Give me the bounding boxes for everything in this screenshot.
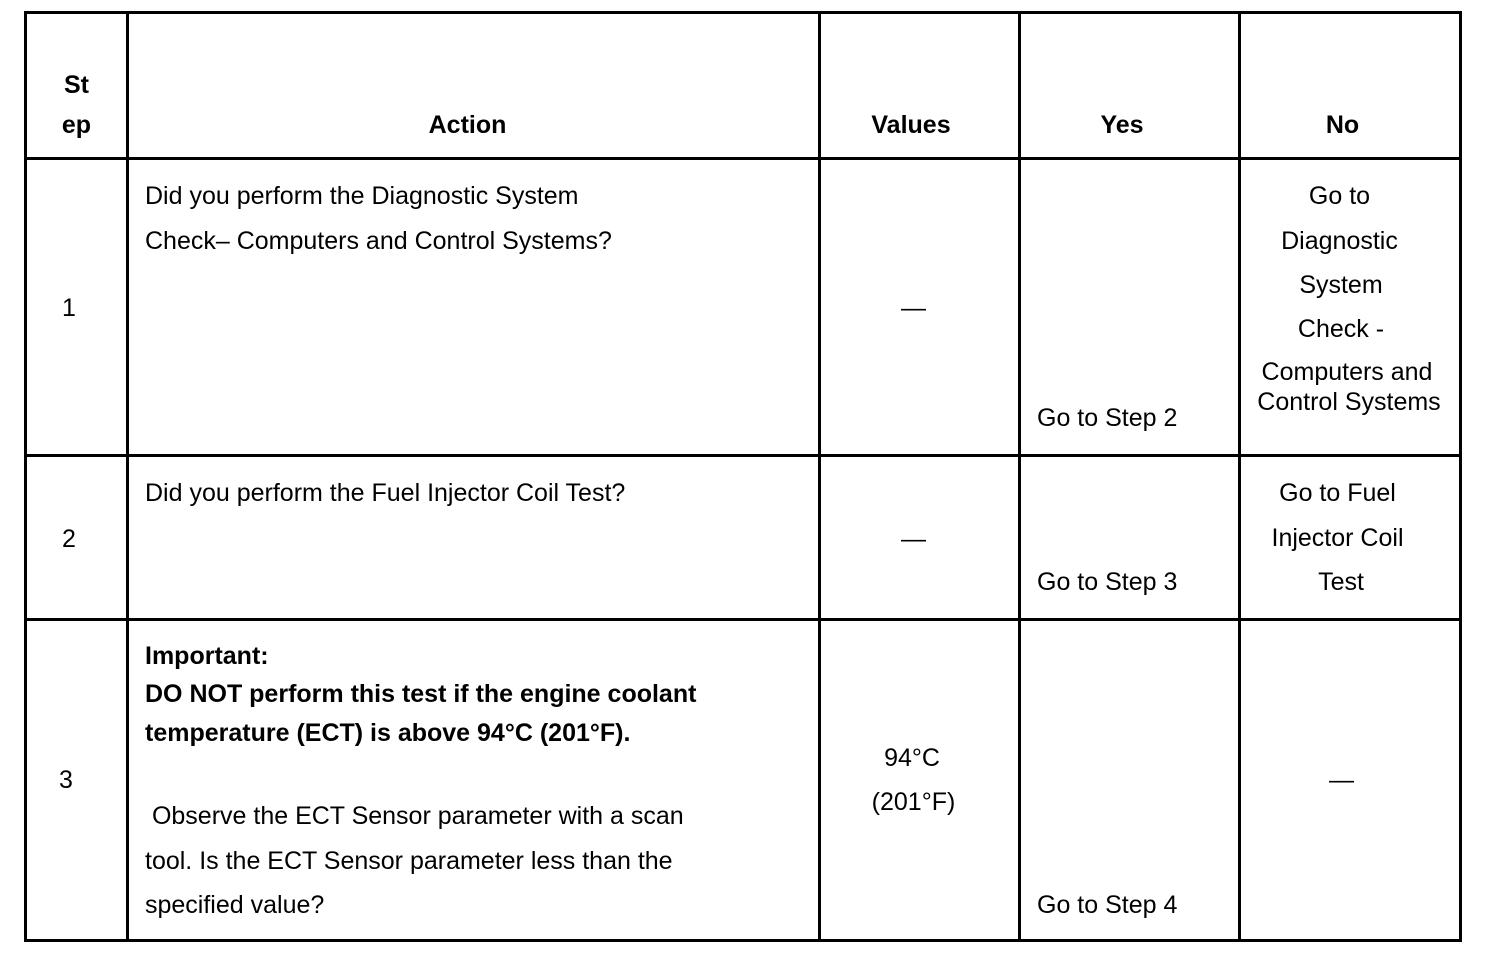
table-border-top xyxy=(24,11,1462,14)
header-step-line2: ep xyxy=(61,111,92,139)
header-yes: Yes xyxy=(1100,111,1144,139)
yes-go-to-step: Go to Step 4 xyxy=(1037,891,1178,919)
header-action: Action xyxy=(428,111,507,139)
column-divider-values xyxy=(1018,11,1021,942)
row-divider-2 xyxy=(24,618,1462,621)
header-no: No xyxy=(1325,111,1360,139)
action-text-line: specified value? xyxy=(145,891,325,919)
values-cell: — xyxy=(901,525,926,553)
important-label: Important: xyxy=(145,642,269,670)
no-action-line: Check - xyxy=(1297,315,1385,343)
yes-go-to-step: Go to Step 3 xyxy=(1037,568,1178,596)
values-cell: (201°F) xyxy=(871,788,956,816)
values-cell: 94°C xyxy=(884,744,940,772)
no-action-line: Diagnostic xyxy=(1281,227,1398,255)
header-step-line1: St xyxy=(64,71,89,99)
step-number: 2 xyxy=(62,525,76,553)
action-text-line: Observe the ECT Sensor parameter with a scan xyxy=(145,802,684,830)
no-action-line: Injector Coil xyxy=(1271,524,1404,552)
step-number: 1 xyxy=(62,294,76,322)
important-warning-line: temperature (ECT) is above 94°C (201°F). xyxy=(145,719,631,747)
action-text-line: Check– Computers and Control Systems? xyxy=(145,227,612,255)
table-border-right xyxy=(1459,11,1462,942)
column-divider-step xyxy=(126,11,129,942)
no-action-line: Go to Fuel xyxy=(1279,479,1396,507)
yes-go-to-step: Go to Step 2 xyxy=(1037,404,1178,432)
row-divider-1 xyxy=(24,454,1462,457)
important-warning-line: DO NOT perform this test if the engine coolant xyxy=(145,680,697,708)
no-action-line: Go to xyxy=(1308,182,1371,210)
header-values: Values xyxy=(871,111,951,139)
no-action-line: Computers and xyxy=(1261,358,1433,386)
values-cell: — xyxy=(901,294,926,322)
no-action-line: Control Systems xyxy=(1257,388,1441,416)
column-divider-yes xyxy=(1238,11,1241,942)
action-text-line: tool. Is the ECT Sensor parameter less than the xyxy=(145,847,673,875)
header-divider xyxy=(24,157,1462,160)
action-text-line: Did you perform the Fuel Injector Coil Test? xyxy=(145,479,626,507)
action-text-line: Did you perform the Diagnostic System xyxy=(145,182,579,210)
no-action-cell: — xyxy=(1329,766,1354,794)
table-border-left xyxy=(24,11,27,942)
step-number: 3 xyxy=(59,766,73,794)
table-border-bottom xyxy=(24,939,1462,942)
no-action-line: System xyxy=(1299,271,1383,299)
no-action-line: Test xyxy=(1318,568,1364,596)
